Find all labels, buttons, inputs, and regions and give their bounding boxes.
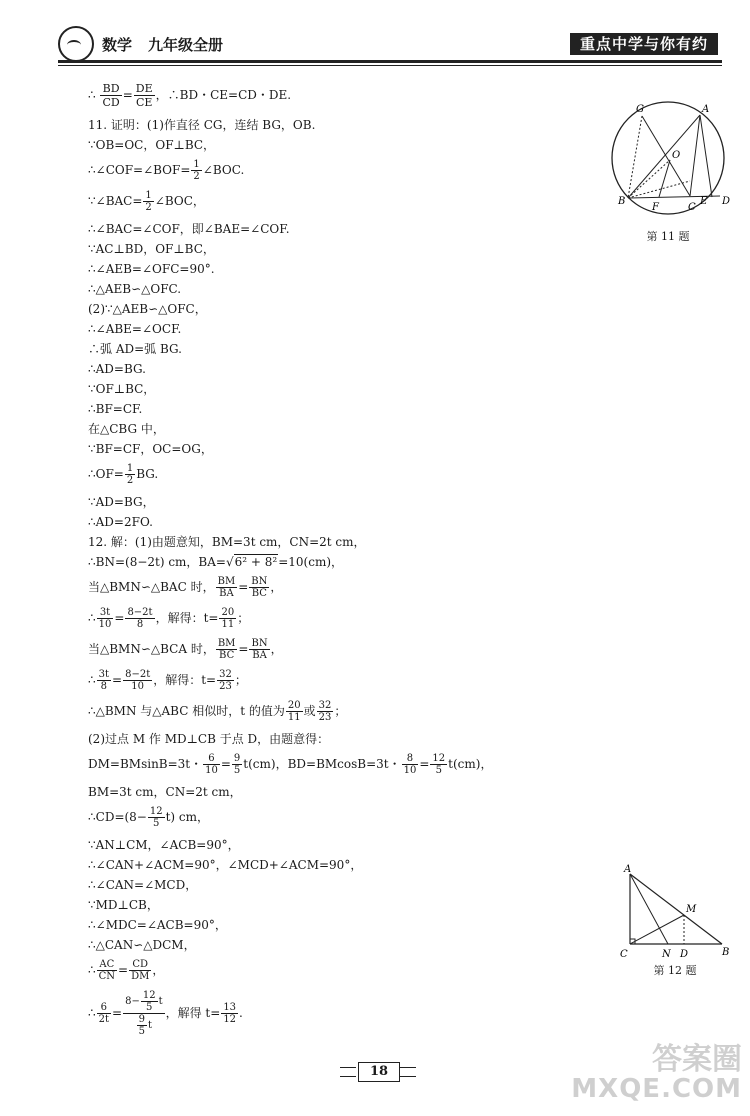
book-logo-icon: [58, 26, 94, 62]
line-26: ∴ $\frac{3t}{8}$ = $\frac{8-2t}{10}$ ，解得：t= $\frac{32}{23}$ ；: [88, 669, 247, 692]
line-3: ∵OB=OC，OF⊥BC，: [88, 138, 216, 152]
label-D: D: [722, 196, 731, 207]
line-1: ∴ $\frac{BD}{CD}$ = $\frac{DE}{CE}$ ，∴BD・CE=CD・DE.: [88, 82, 292, 109]
line-10: (2)∵△AEB∽△OFC，: [88, 302, 207, 316]
line-27: ∴△BMN 与△ABC 相似时，t 的值为 $\frac{20}{11}$ 或 $\frac{32}{23}$ ；: [88, 700, 347, 723]
ribbon-left-icon: [340, 1067, 356, 1077]
line-14: ∵OF⊥BC，: [88, 382, 156, 396]
line-12: ∴弧 AD=弧 BG.: [88, 342, 182, 356]
line-23: 当△BMN∽△BAC 时， $\frac{BM}{BA}$ = $\frac{BN}{BC}$ ，: [88, 576, 283, 599]
line-32: ∵AN⊥CM，∠ACB=90°，: [88, 838, 240, 852]
watermark-url: MXQE.COM: [571, 1074, 742, 1104]
line-28: (2)过点 M 作 MD⊥CB 于点 D，由题意得：: [88, 732, 330, 746]
ribbon-right-icon: [400, 1067, 416, 1077]
figure-11: [604, 100, 732, 244]
label-C: C: [620, 949, 628, 960]
line-13: ∴AD=BG.: [88, 362, 146, 376]
label-E: E: [700, 196, 708, 207]
line-31: ∴CD=(8− $\frac{12}{5}$ t) cm，: [88, 806, 210, 829]
line-36: ∴∠MDC=∠ACB=90°，: [88, 918, 227, 932]
line-11: ∴∠ABE=∠OCF.: [88, 322, 182, 336]
triangle-diagram: [616, 862, 734, 962]
line-20: ∴AD=2FO.: [88, 515, 153, 529]
line-15: ∴BF=CF.: [88, 402, 143, 416]
line-35: ∵MD⊥CB，: [88, 898, 159, 912]
line-21: 12. 解：(1)由题意知，BM=3t cm，CN=2t cm，: [88, 535, 366, 549]
figure-11-caption: 第 11 题: [646, 230, 690, 243]
line-19: ∵AD=BG，: [88, 495, 155, 509]
line-30: BM=3t cm，CN=2t cm，: [88, 785, 242, 799]
line-37: ∴△CAN∽△DCM，: [88, 938, 196, 952]
line-17: ∵BF=CF，OC=OG，: [88, 442, 213, 456]
label-D: D: [680, 949, 689, 960]
line-39: ∴ $\frac{6}{2t}$ = 8− $\frac{12}{5}$ t $\frac{9}{5}$ t ，解得 t= $\frac{13}{12}$ .: [88, 990, 243, 1037]
line-9: ∴△AEB∽△OFC.: [88, 282, 182, 296]
line-29: DM=BMsinB=3t・ $\frac{6}{10}$ = $\frac{9}{5}$ t(cm)，BD=BMcosB=3t・ $\frac{8}{10}$ = $\frac{12}{5}$ t(cm)，: [88, 753, 493, 776]
solution-text: [88, 76, 588, 1045]
line-38: ∴ $\frac{AC}{CN}$ = $\frac{CD}{DM}$ ，: [88, 959, 165, 982]
line-4: ∴∠COF=∠BOF= $\frac{1}{2}$ ∠BOC.: [88, 159, 245, 182]
label-A: A: [624, 864, 632, 875]
label-B: B: [618, 196, 626, 207]
page-number: [340, 1062, 416, 1082]
page-number-text: 18: [358, 1062, 400, 1082]
line-22: ∴BN=(8−2t) cm，BA=√6² + 8²=10(cm)，: [88, 555, 344, 569]
page-header: [58, 26, 722, 66]
line-34: ∴∠CAN=∠MCD，: [88, 878, 198, 892]
line-6: ∴∠BAC=∠COF，即∠BAE=∠COF.: [88, 222, 290, 236]
line-7: ∵AC⊥BD，OF⊥BC，: [88, 242, 215, 256]
header-rule: [58, 60, 722, 63]
line-18: ∴OF= $\frac{1}{2}$ BG.: [88, 463, 159, 486]
header-rule-thin: [58, 65, 722, 66]
line-8: ∴∠AEB=∠OFC=90°.: [88, 262, 215, 276]
label-A: A: [702, 104, 710, 115]
label-N: N: [662, 949, 671, 960]
watermark-logo: 答案圈: [652, 1042, 742, 1077]
label-B: B: [722, 947, 730, 958]
header-brand: 重点中学与你有约: [570, 33, 718, 55]
label-C: C: [688, 202, 696, 213]
header-subject: 数学: [102, 36, 133, 54]
line-5: ∵∠BAC= $\frac{1}{2}$ ∠BOC，: [88, 190, 205, 213]
label-G: G: [636, 104, 644, 115]
line-2: 11. 证明：(1)作直径 CG，连结 BG，OB.: [88, 118, 316, 132]
line-24: ∴ $\frac{3t}{10}$ = $\frac{8-2t}{8}$ ，解得：t= $\frac{20}{11}$ ；: [88, 607, 250, 630]
figure-12: [616, 862, 734, 978]
header-grade: 九年级全册: [148, 36, 224, 54]
label-F: F: [652, 202, 659, 213]
circle-diagram: [604, 100, 732, 228]
label-O: O: [672, 150, 681, 161]
line-33: ∴∠CAN+∠ACM=90°，∠MCD+∠ACM=90°，: [88, 858, 363, 872]
figure-12-caption: 第 12 题: [653, 964, 697, 977]
label-M: M: [686, 904, 697, 915]
line-16: 在△CBG 中，: [88, 422, 165, 436]
line-25: 当△BMN∽△BCA 时， $\frac{BM}{BC}$ = $\frac{BN}{BA}$ ，: [88, 638, 283, 661]
